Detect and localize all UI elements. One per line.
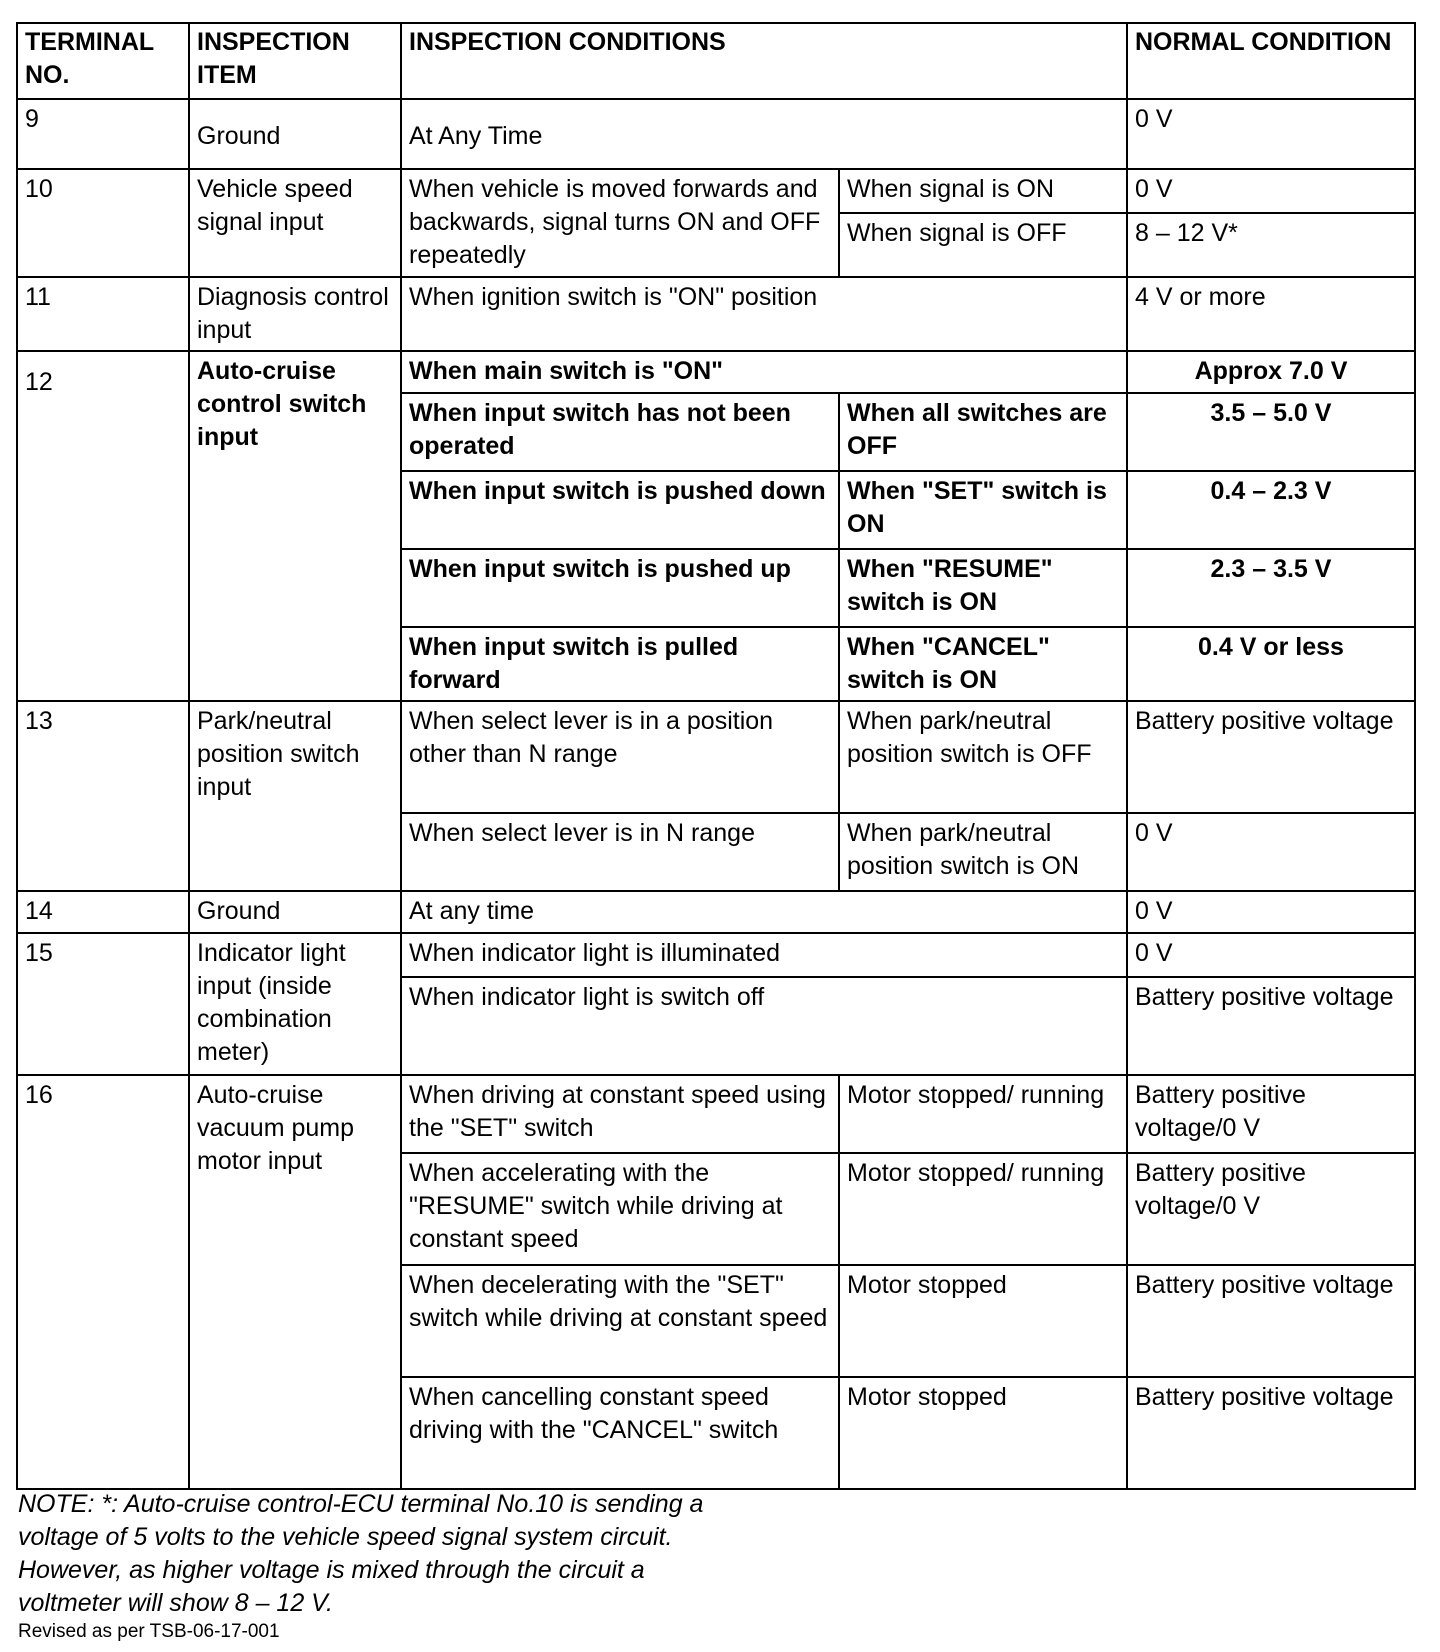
normal-condition: 0 V <box>1127 813 1415 891</box>
header-item: INSPECTION ITEM <box>189 23 401 99</box>
inspection-condition: When ignition switch is "ON" position <box>401 277 1127 351</box>
inspection-item: Vehicle speed signal input <box>189 169 401 277</box>
normal-condition: 8 – 12 V* <box>1127 213 1415 277</box>
table-row <box>17 169 1415 213</box>
inspection-item: Ground <box>189 99 401 169</box>
normal-condition: Battery positive voltage/0 V <box>1127 1075 1415 1153</box>
terminal-number: 9 <box>17 99 189 169</box>
normal-condition: 3.5 – 5.0 V <box>1127 393 1415 471</box>
normal-condition: 0 V <box>1127 99 1415 169</box>
header-conditions: INSPECTION CONDITIONS <box>401 23 1127 99</box>
inspection-item: Auto-cruise control switch input <box>189 351 401 701</box>
inspection-state: Motor stopped/ running <box>839 1075 1127 1153</box>
normal-condition: 0.4 V or less <box>1127 627 1415 701</box>
header-terminal: TERMINAL NO. <box>17 23 189 99</box>
inspection-condition: When driving at constant speed using the "SET" switch <box>401 1075 839 1153</box>
revision-note: Revised as per TSB-06-17-001 <box>18 1621 280 1642</box>
table-row <box>17 933 1415 977</box>
header-normal: NORMAL CONDITION <box>1127 23 1415 99</box>
inspection-condition: When select lever is in a position other than N range <box>401 701 839 813</box>
inspection-state: When all switches are OFF <box>839 393 1127 471</box>
inspection-condition: When main switch is "ON" <box>401 351 1127 393</box>
terminal-number: 11 <box>17 277 189 351</box>
normal-condition: 0.4 – 2.3 V <box>1127 471 1415 549</box>
table-row <box>17 351 1415 393</box>
inspection-item: Diagnosis control input <box>189 277 401 351</box>
inspection-condition: At any time <box>401 891 1127 933</box>
inspection-condition: At Any Time <box>401 99 1127 169</box>
inspection-condition: When input switch is pushed down <box>401 471 839 549</box>
terminal-number: 16 <box>17 1075 189 1489</box>
terminal-number: 13 <box>17 701 189 891</box>
terminal-number: 14 <box>17 891 189 933</box>
normal-condition: 4 V or more <box>1127 277 1415 351</box>
table-row <box>17 1075 1415 1153</box>
normal-condition: 0 V <box>1127 169 1415 213</box>
inspection-condition: When input switch has not been operated <box>401 393 839 471</box>
table-row <box>17 277 1415 351</box>
inspection-condition: When input switch is pushed up <box>401 549 839 627</box>
footnote: NOTE: *: Auto-cruise control-ECU terminal No.10 is sending a voltage of 5 volts to the vehicle speed signal system circuit. However, as higher voltage is mixed through the circuit a voltmeter will show 8 – 12 V. <box>18 1490 704 1617</box>
inspection-condition: When select lever is in N range <box>401 813 839 891</box>
table-row <box>17 99 1415 169</box>
normal-condition: Battery positive voltage <box>1127 977 1415 1075</box>
table-row <box>17 891 1415 933</box>
normal-condition: Battery positive voltage/0 V <box>1127 1153 1415 1265</box>
inspection-state: Motor stopped <box>839 1377 1127 1489</box>
inspection-table <box>16 22 1416 1490</box>
terminal-number: 15 <box>17 933 189 1075</box>
inspection-state: When park/neutral position switch is ON <box>839 813 1127 891</box>
inspection-state: When "RESUME" switch is ON <box>839 549 1127 627</box>
normal-condition: Battery positive voltage <box>1127 701 1415 813</box>
normal-condition: Approx 7.0 V <box>1127 351 1415 393</box>
inspection-condition: When indicator light is switch off <box>401 977 1127 1075</box>
inspection-condition: When vehicle is moved forwards and backwards, signal turns ON and OFF repeatedly <box>401 169 839 277</box>
normal-condition: 0 V <box>1127 933 1415 977</box>
inspection-state: When park/neutral position switch is OFF <box>839 701 1127 813</box>
terminal-number: 10 <box>17 169 189 277</box>
inspection-state: When "SET" switch is ON <box>839 471 1127 549</box>
inspection-condition: When accelerating with the "RESUME" switch while driving at constant speed <box>401 1153 839 1265</box>
inspection-state: When "CANCEL" switch is ON <box>839 627 1127 701</box>
inspection-condition: When input switch is pulled forward <box>401 627 839 701</box>
inspection-sheet <box>16 22 1414 1490</box>
inspection-condition: When decelerating with the "SET" switch while driving at constant speed <box>401 1265 839 1377</box>
inspection-item: Indicator light input (inside combination meter) <box>189 933 401 1075</box>
terminal-number: 12 <box>17 351 189 701</box>
inspection-state: Motor stopped <box>839 1265 1127 1377</box>
inspection-item: Park/neutral position switch input <box>189 701 401 891</box>
table-row <box>17 701 1415 813</box>
inspection-condition: When cancelling constant speed driving with the "CANCEL" switch <box>401 1377 839 1489</box>
inspection-state: When signal is ON <box>839 169 1127 213</box>
normal-condition: 2.3 – 3.5 V <box>1127 549 1415 627</box>
normal-condition: Battery positive voltage <box>1127 1377 1415 1489</box>
inspection-state: When signal is OFF <box>839 213 1127 277</box>
inspection-condition: When indicator light is illuminated <box>401 933 1127 977</box>
inspection-state: Motor stopped/ running <box>839 1153 1127 1265</box>
inspection-item: Ground <box>189 891 401 933</box>
inspection-item: Auto-cruise vacuum pump motor input <box>189 1075 401 1489</box>
normal-condition: 0 V <box>1127 891 1415 933</box>
header-row <box>17 23 1415 99</box>
normal-condition: Battery positive voltage <box>1127 1265 1415 1377</box>
